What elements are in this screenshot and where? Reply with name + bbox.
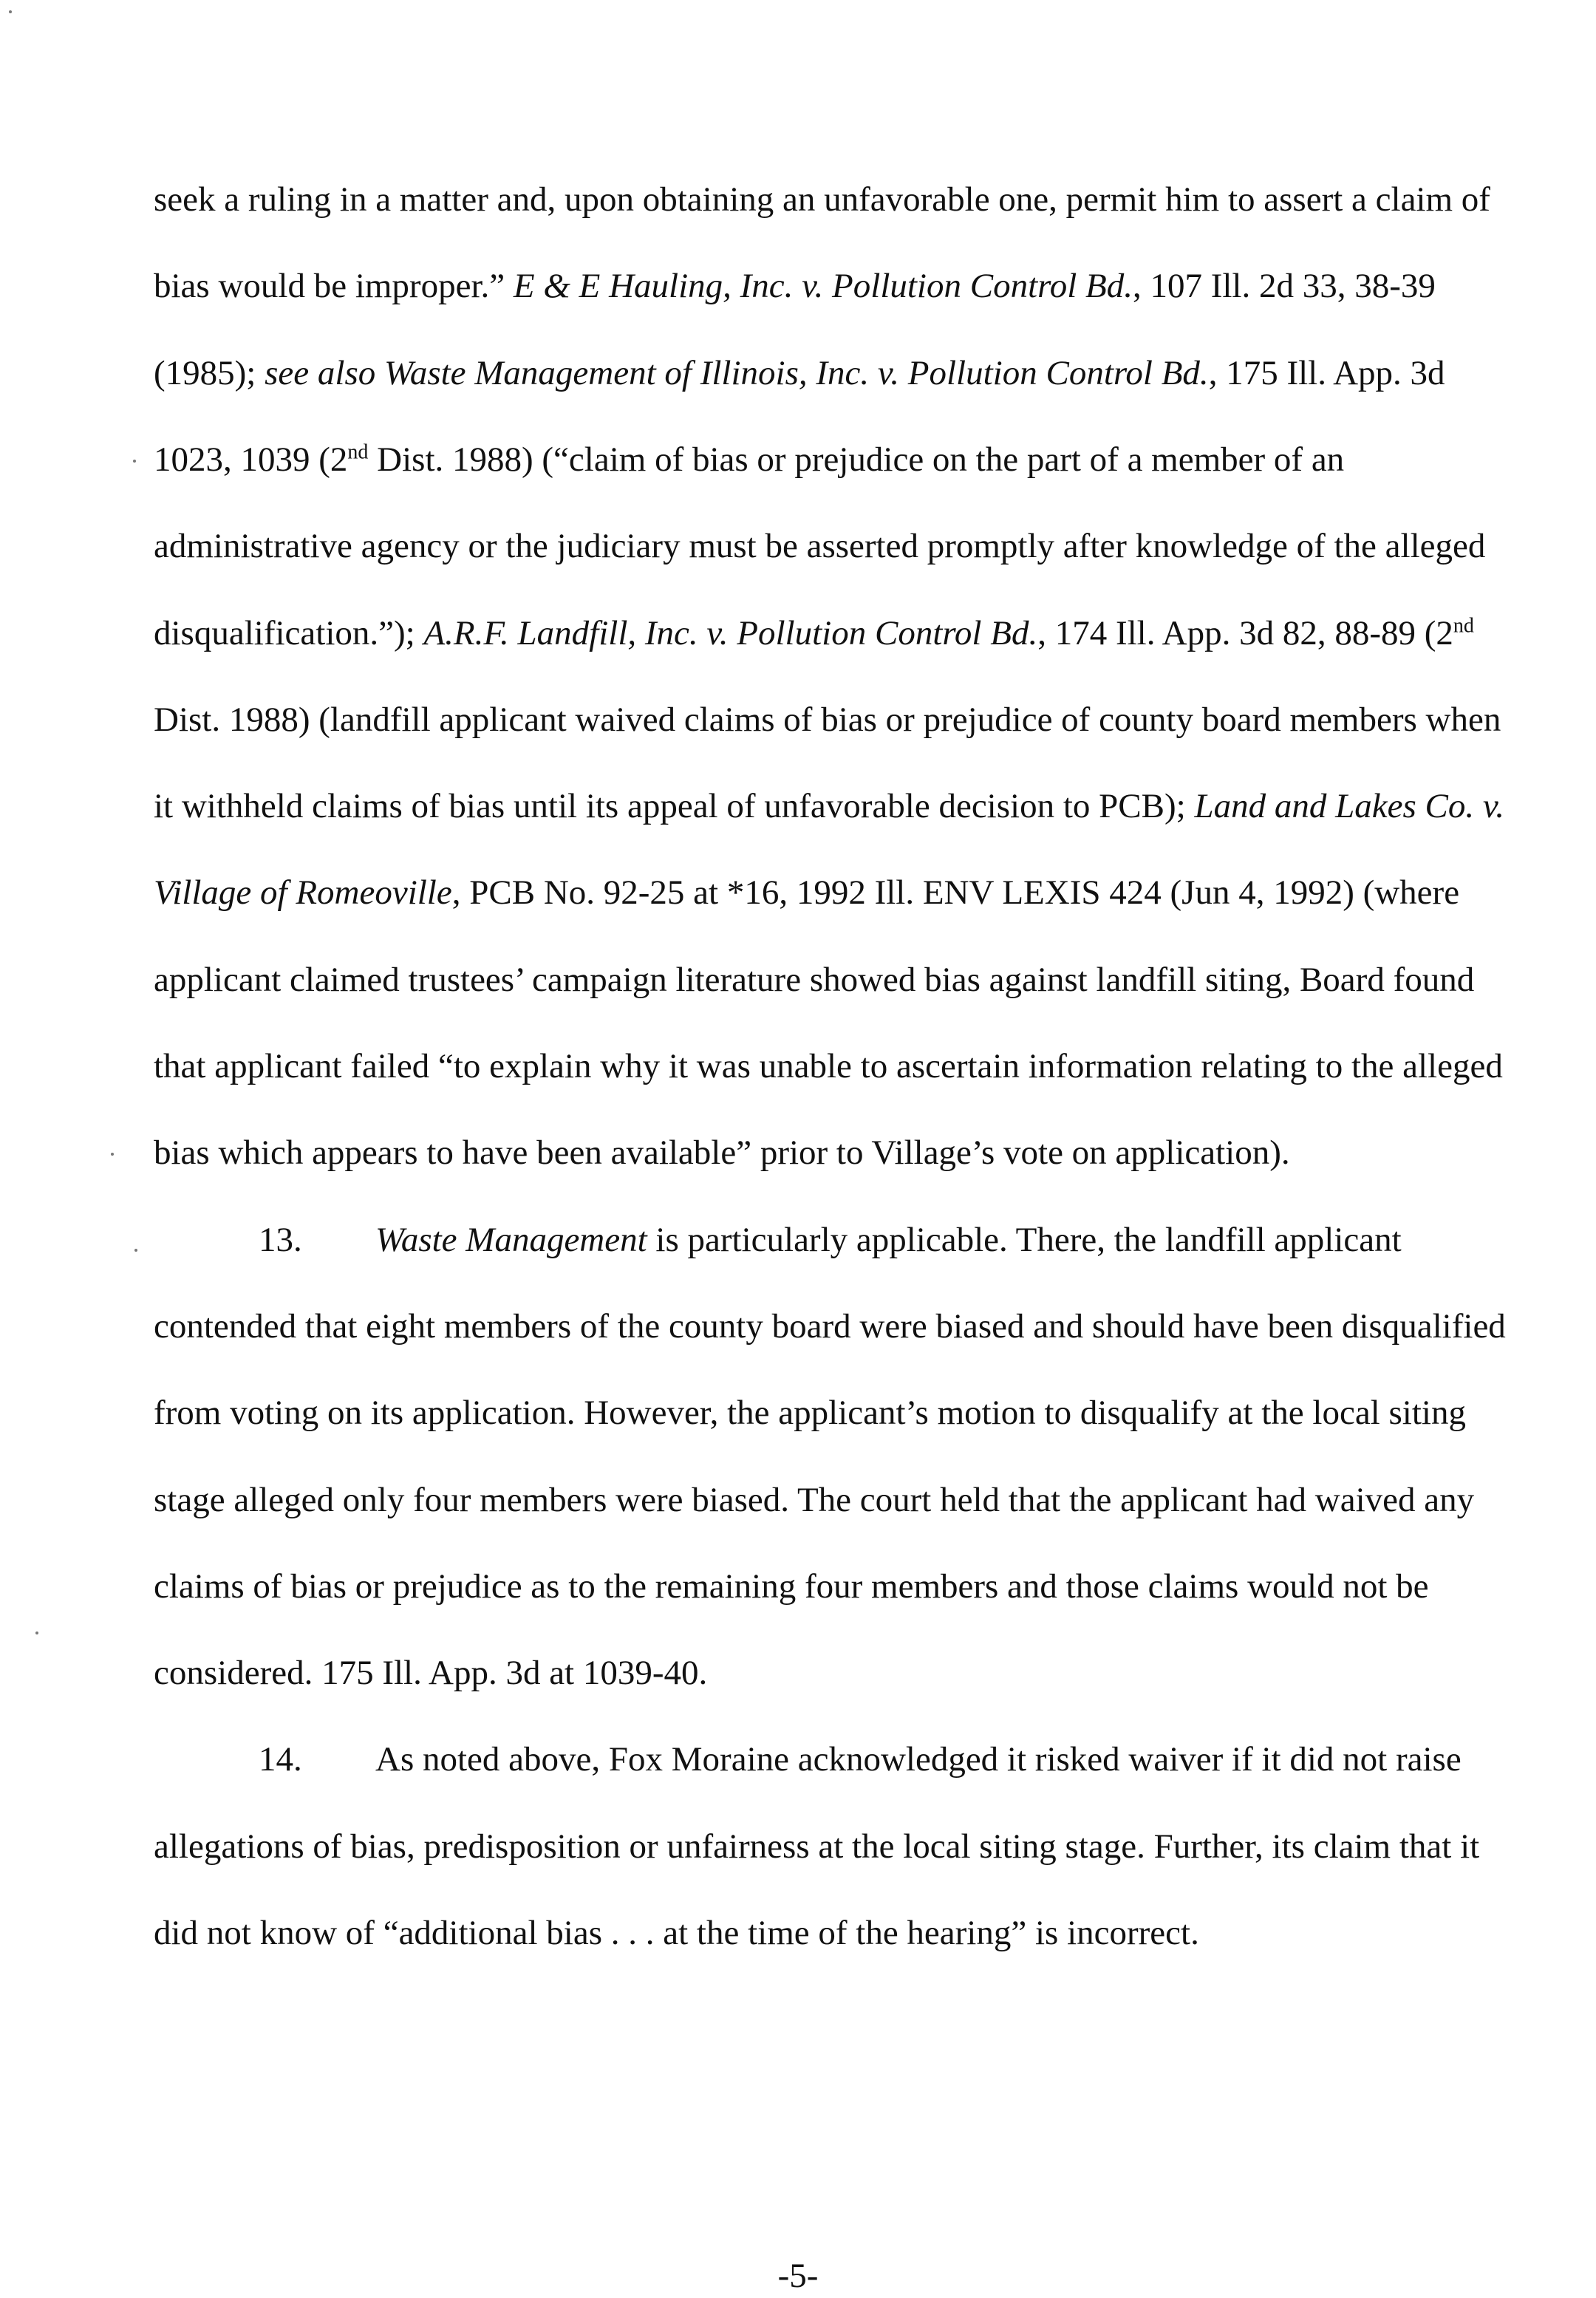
- text-run: claims of bias or prejudice as to the remaining four members and those claims would not be: [154, 1566, 1429, 1606]
- text-run: administrative agency or the judiciary must be asserted promptly after knowledge of the alleged: [154, 527, 1486, 566]
- text-line: [154, 1131, 1596, 1175]
- case-citation: A.R.F. Landfill, Inc. v. Pollution Control Bd.: [423, 613, 1038, 652]
- paragraph-number: 14.: [259, 1740, 302, 1779]
- scan-speck: [9, 10, 12, 13]
- text-run: that applicant failed “to explain why it was unable to ascertain information relating to the alleged: [154, 1047, 1503, 1085]
- text-run: allegations of bias, predisposition or unfairness at the local siting stage. Further, its claim that it: [154, 1827, 1480, 1866]
- text-line: [154, 611, 1596, 655]
- text-line: [154, 1304, 1596, 1349]
- text-run: considered. 175 Ill. App. 3d at 1039-40.: [154, 1654, 708, 1693]
- text-run: As noted above, Fox Moraine acknowledged it risked waiver if it did not raise: [375, 1740, 1462, 1779]
- text-line: [154, 437, 1596, 482]
- text-line: [154, 1651, 1596, 1695]
- text-run: , 175 Ill. App. 3d: [1208, 353, 1445, 392]
- text-run: (1985);: [154, 353, 265, 392]
- text-run: stage alleged only four members were biased. The court held that the applicant had waived any: [154, 1480, 1475, 1519]
- text-line: [154, 958, 1596, 1002]
- paragraph-start-line: [259, 1737, 1596, 1782]
- text-line: [154, 351, 1596, 395]
- text-line: [154, 524, 1596, 568]
- text-line: [154, 1564, 1596, 1609]
- scan-speck: [133, 460, 136, 463]
- text-run: bias which appears to have been available” prior to Village’s vote on application).: [154, 1133, 1290, 1173]
- case-citation: Waste Management: [375, 1220, 647, 1259]
- text-run: is particularly applicable. There, the landfill applicant: [647, 1220, 1402, 1259]
- text-line: [154, 870, 1596, 915]
- case-citation: E & E Hauling, Inc. v. Pollution Control Bd.: [513, 267, 1133, 306]
- text-line: [154, 784, 1596, 828]
- paragraph-number: 13.: [259, 1220, 302, 1259]
- text-run: from voting on its application. However, the applicant’s motion to disqualify at the local siting: [154, 1394, 1466, 1433]
- text-line: [154, 1044, 1596, 1088]
- text-line: [154, 1478, 1596, 1522]
- text-line: [154, 1911, 1596, 1955]
- text-line: [154, 698, 1596, 742]
- text-run: 1023, 1039 (2: [154, 440, 348, 479]
- ordinal-superscript: nd: [347, 440, 369, 464]
- text-run: seek a ruling in a matter and, upon obtaining an unfavorable one, permit him to assert a claim of: [154, 180, 1490, 219]
- text-line: [154, 1824, 1596, 1869]
- case-citation: see also Waste Management of Illinois, Inc. v. Pollution Control Bd.: [265, 353, 1209, 392]
- text-run: Dist. 1988) (landfill applicant waived claims of bias or prejudice of county board members when: [154, 700, 1501, 739]
- text-run: disqualification.”);: [154, 613, 424, 652]
- scan-speck: [35, 1632, 38, 1634]
- text-run: Dist. 1988) (“claim of bias or prejudice on the part of a member of an: [368, 440, 1345, 479]
- text-run: it withheld claims of bias until its appeal of unfavorable decision to PCB);: [154, 787, 1195, 826]
- scan-speck: [134, 1249, 137, 1252]
- text-run: contended that eight members of the county board were biased and should have been disqualified: [154, 1306, 1506, 1346]
- text-run: , 107 Ill. 2d 33, 38-39: [1132, 267, 1436, 306]
- text-line: [154, 264, 1596, 308]
- text-line: [154, 177, 1596, 222]
- scan-speck: [111, 1153, 114, 1156]
- ordinal-superscript: nd: [1453, 613, 1474, 637]
- text-run: , 174 Ill. App. 3d 82, 88-89 (2: [1037, 613, 1453, 652]
- page-number: -5-: [777, 2257, 819, 2295]
- paragraph-start-line: [259, 1218, 1596, 1262]
- text-run: bias would be improper.”: [154, 267, 514, 306]
- case-citation: Land and Lakes Co. v.: [1194, 787, 1504, 826]
- text-run: did not know of “additional bias . . . at the time of the hearing” is incorrect.: [154, 1914, 1199, 1952]
- text-run: , PCB No. 92-25 at *16, 1992 Ill. ENV LEXIS 424 (Jun 4, 1992) (where: [451, 873, 1460, 913]
- text-run: applicant claimed trustees’ campaign literature showed bias against landfill siting, Board found: [154, 960, 1475, 999]
- text-line: [154, 1391, 1596, 1435]
- case-citation: Village of Romeoville: [154, 873, 452, 913]
